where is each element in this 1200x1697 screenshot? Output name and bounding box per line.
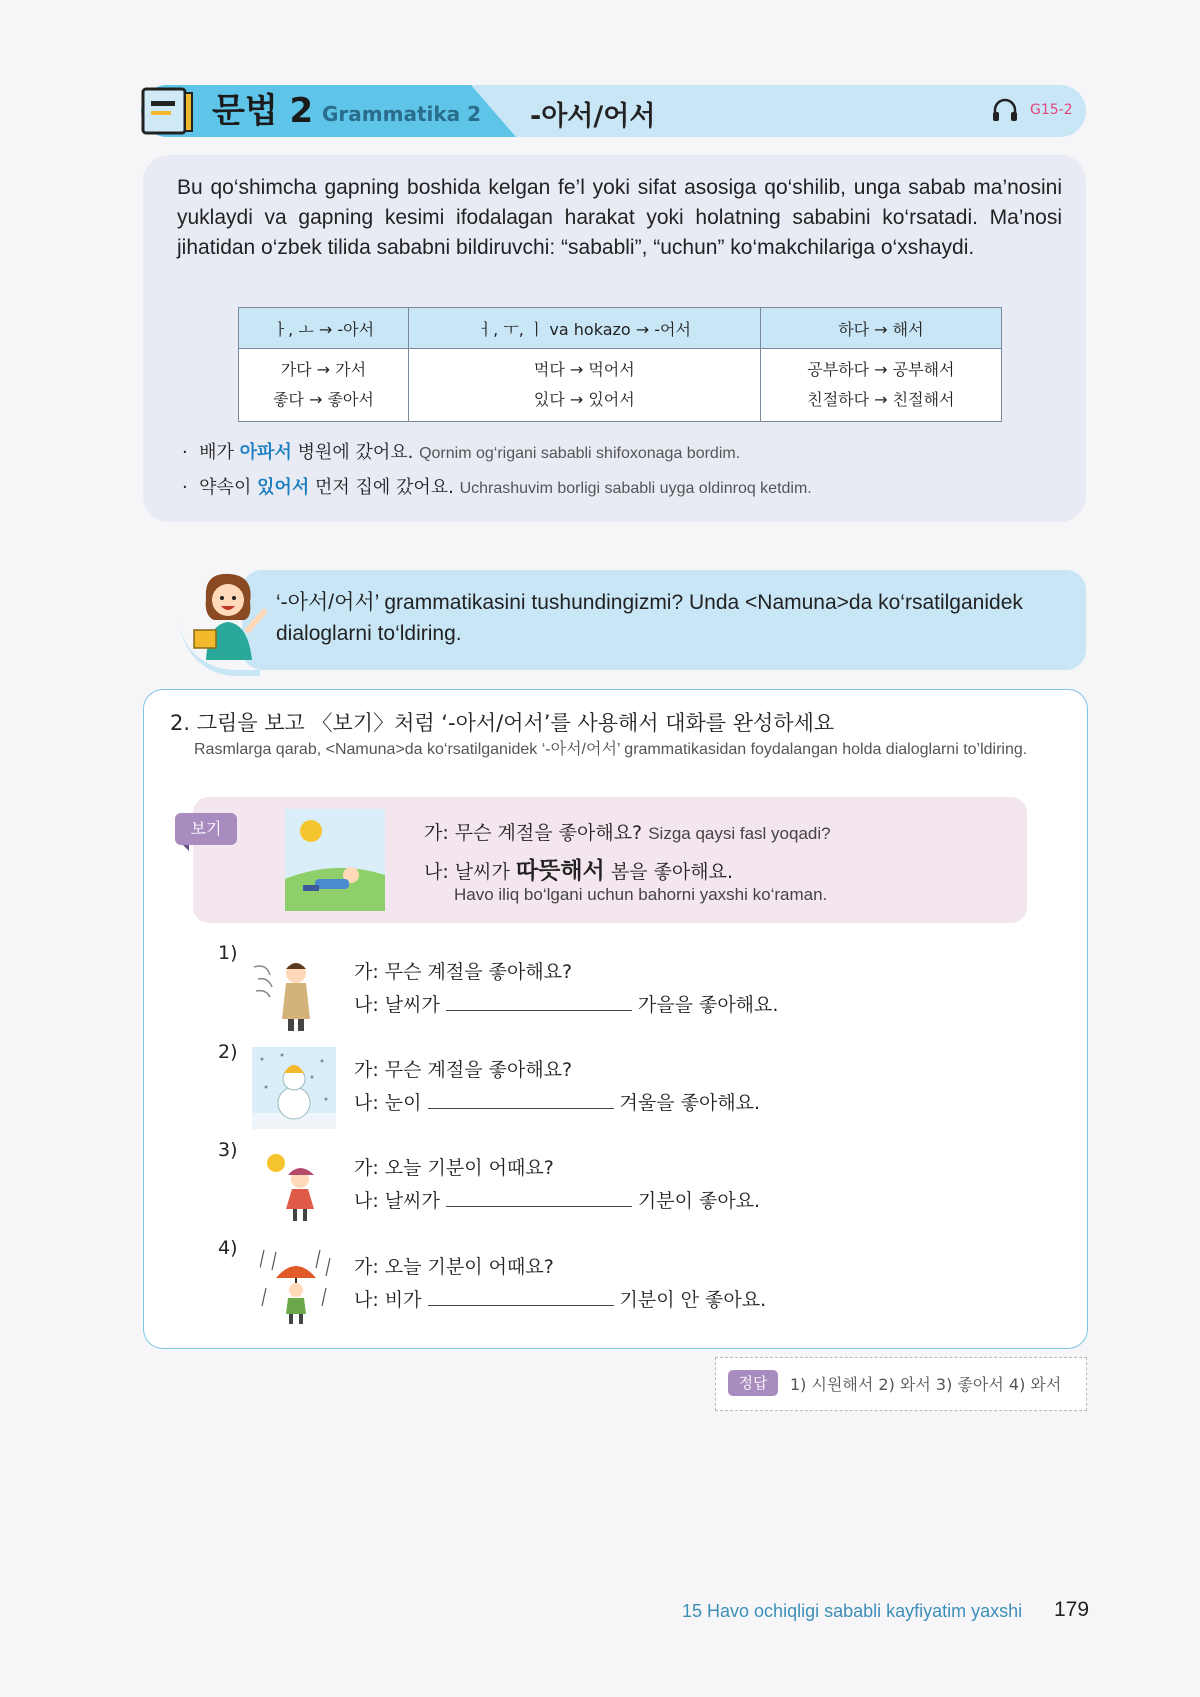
dialog-line-a: 가: 오늘 기분이 어때요?: [354, 1157, 554, 1179]
table-header: 하다 → 해서: [760, 308, 1001, 349]
teacher-illustration: [186, 568, 272, 660]
section-subtitle: Grammatika 2: [322, 102, 482, 126]
person-in-rain-umbrella-illustration: [260, 1248, 332, 1328]
table-cell-line: 좋다 → 좋아서: [272, 390, 374, 409]
snowman-illustration: [252, 1047, 336, 1129]
dialog-text: 나: 날씨가: [354, 1190, 440, 1212]
dialog-text: 나: 눈이: [354, 1092, 422, 1114]
explanation-paragraph: Bu qo‘shimcha gapning boshida kelgan fe’l yoki sifat asosiga qo‘shilib, unga sabab ma’nosini yuklaydi va gapning kesimi ifodalagan harakat yoki holatning sababini ko‘rsatadi. Ma’nosi jihatidan o‘zbek tilida sababni bildiruvchi: “sababli”, “uchun” ko‘makchilariga o‘xshaydi.: [177, 176, 1062, 259]
item-number: 3): [218, 1139, 238, 1161]
bullet: ·: [182, 477, 200, 498]
example-dialog-translation: [454, 883, 827, 905]
dialog-translation: Sizga qaysi fasl yoqadi?: [648, 824, 831, 843]
item-number: 1): [218, 942, 238, 964]
conjugation-table: [238, 307, 1002, 422]
dialog-text: 겨울을 좋아해요.: [619, 1092, 761, 1114]
example-text: 약속이: [199, 477, 258, 498]
table-header: ㅓ, ㅜ, ㅣ va hokazo → -어서: [408, 308, 760, 349]
grammar-topic: -아서/어서: [530, 101, 656, 132]
example-sentence: [182, 438, 740, 464]
table-cell: [760, 349, 1001, 422]
example-text: 병원에 갔어요.: [291, 442, 414, 463]
example-dialog-line-b: [424, 852, 733, 885]
page-number: 179: [1054, 1598, 1090, 1621]
answer-key-tag: 정답: [728, 1370, 778, 1396]
answer-blank[interactable]: [446, 992, 632, 1011]
item-number: 4): [218, 1237, 238, 1259]
dialog-line-a: 가: 무슨 계절을 좋아해요?: [354, 961, 573, 983]
answer-blank[interactable]: [428, 1287, 614, 1306]
answer-blank[interactable]: [428, 1090, 614, 1109]
book-icon: [141, 87, 195, 135]
headphones-icon[interactable]: [992, 98, 1018, 122]
table-header: ㅏ, ㅗ → -아서: [239, 308, 409, 349]
answer-blank[interactable]: [446, 1188, 632, 1207]
dialog-line-b: [354, 1285, 766, 1312]
example-translation: Uchrashuvim borligi sababli uyga oldinroq ketdim.: [459, 480, 812, 497]
dialog-text: 나: 날씨가: [354, 994, 440, 1016]
tip-text: ‘-아서/어서’ grammatikasini tushundingizmi? Unda <Namuna>da ko‘rsatilganidek dialoglarni to‘ldiring.: [276, 591, 1023, 645]
girl-in-sunshine-illustration: [258, 1145, 328, 1225]
table-cell: [239, 349, 409, 422]
example-tag: 보기: [175, 813, 237, 845]
dialog-text: 나: 날씨가: [424, 861, 516, 883]
table-cell-line: 가다 → 가서: [280, 360, 367, 379]
example-keyword: 아파서: [239, 442, 292, 463]
table-cell-line: 있다 → 있어서: [533, 390, 635, 409]
section-title: 문법 2: [212, 91, 314, 131]
table-cell: [408, 349, 760, 422]
dialog-text: 기분이 좋아요.: [637, 1190, 761, 1212]
example-dialog-line-a: [424, 818, 831, 845]
example-sentence: [182, 473, 812, 499]
exercise-title: 2. 그림을 보고 〈보기〉처럼 ‘-아서/어서’를 사용해서 대화를 완성하세요: [170, 711, 835, 735]
dialog-text: 기분이 안 좋아요.: [619, 1289, 767, 1311]
example-translation: Qornim og‘rigani sababli shifoxonaga bordim.: [419, 445, 741, 462]
table-cell-line: 공부하다 → 공부해서: [807, 360, 955, 379]
dialog-text: 가을을 좋아해요.: [637, 994, 779, 1016]
example-answer-keyword: 따뜻해서: [515, 858, 605, 884]
bullet: ·: [182, 442, 200, 463]
dialog-text: 나: 비가: [354, 1289, 422, 1311]
dialog-line-b: [354, 1088, 760, 1115]
dialog-line-b: [354, 990, 778, 1017]
dialog-line-a: 가: 무슨 계절을 좋아해요?: [354, 1059, 573, 1081]
dialog-text: 가: 무슨 계절을 좋아해요?: [424, 822, 643, 844]
exercise-instruction: Rasmlarga qarab, <Namuna>da ko‘rsatilganidek ‘-아서/어서’ grammatikasidan foydalangan holda dialoglarni to’ldiring.: [194, 741, 1028, 758]
dialog-line-b: [354, 1186, 760, 1213]
table-cell-line: 친절하다 → 친절해서: [807, 390, 955, 409]
example-text: 배가: [199, 442, 240, 463]
dialog-translation: Havo iliq bo‘lgani uchun bahorni yaxshi ko‘raman.: [454, 885, 828, 904]
chapter-footer: 15 Havo ochiqligi sababli kayfiyatim yaxshi: [682, 1601, 1023, 1621]
table-cell-line: 먹다 → 먹어서: [533, 360, 635, 379]
audio-track-code: G15-2: [1030, 102, 1073, 118]
example-text: 먼저 집에 갔어요.: [309, 477, 454, 498]
dialog-text: 봄을 좋아해요.: [604, 861, 734, 883]
example-keyword: 있어서: [257, 477, 310, 498]
item-number: 2): [218, 1041, 238, 1063]
answer-key-text: 1) 시원해서 2) 와서 3) 좋아서 4) 와서: [790, 1375, 1062, 1394]
boy-resting-in-sun-illustration: [285, 809, 385, 911]
dialog-line-a: 가: 오늘 기분이 어때요?: [354, 1256, 554, 1278]
windy-autumn-person-illustration: [252, 955, 320, 1033]
